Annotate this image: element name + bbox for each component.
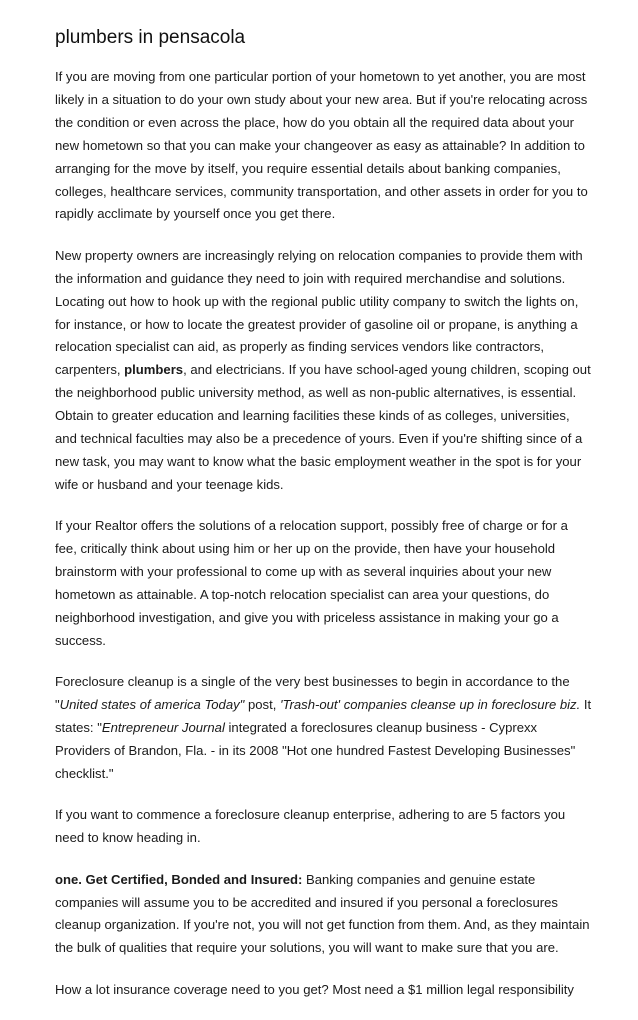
publication-name: United states of america Today": [59, 697, 245, 713]
paragraph-foreclosure-cleanup: [55, 671, 593, 786]
document-title: plumbers in pensacola: [55, 27, 246, 48]
paragraph-text: , and electricians. If you have school-aged young children, scoping out the neighborhood public university method, as well as non-public alternatives, is essential. Obtain to greater education and learning facilities these kinds of as colleges, universities, and technical faculties may also be a precedence of yours. Even if you're shifting since of a new task, you may want to know what the basic employment weather in the spot is for your wife or husband and your teenage kids.: [55, 362, 591, 492]
paragraph-five-factors: If you want to commence a foreclosure cleanup enterprise, adhering to are 5 factors you need to know heading in.: [55, 807, 566, 846]
paragraph-relocation-companies: [55, 245, 593, 497]
paragraph-text: Banking companies and genuine estate companies will assume you to be accredited and insured if you personal a foreclosures cleanup organization. If you're not, you will not get function from them. And, as they maintain the bulk of qualities that require your solutions, you will want to make sure that you are.: [55, 871, 590, 956]
paragraph-realtor: If your Realtor offers the solutions of a relocation support, possibly free of charge or for a fee, critically think about using him or her up on the provide, then have your household brainstorm with your professional to come up with as several inquiries about your new hometown as attainable. A top-notch relocation specialist can area your questions, do neighborhood investigation, and give you with priceless assistance in making your go a success.: [55, 518, 568, 648]
paragraph-insurance: How a lot insurance coverage need to you get? Most need a $1 million legal responsibility: [55, 981, 574, 997]
article-title: 'Trash-out' companies cleanse up in foreclosure biz.: [280, 697, 581, 713]
magazine-name: Entrepreneur Journal: [101, 720, 225, 736]
factor-heading: one. Get Certified, Bonded and Insured:: [55, 871, 303, 887]
paragraph-factor-one: [55, 869, 593, 961]
paragraph-text: It states: ": [55, 697, 592, 736]
paragraph-text: New property owners are increasingly relying on relocation companies to provide them with the information and guidance they need to join with required merchandise and solutions. Locating out how to hook up with the regional public utility company to switch the lights on, for instance, or how to locate the greatest provider of gasoline oil or propane, is anything a relocation specialist can aid, as properly as finding services vendors like contractors, carpenters,: [55, 247, 583, 378]
document-page: [55, 24, 593, 1020]
paragraph-text: integrated a foreclosures cleanup business - Cyprexx Providers of Brandon, Fla. - in its 2008 "Hot one hundred Fastest Developing Businesses" checklist.": [55, 720, 576, 781]
paragraph-text: post,: [244, 697, 280, 713]
plumbers-keyword: plumbers: [124, 362, 184, 378]
paragraph-relocating: If you are moving from one particular portion of your hometown to yet another, you are most likely in a situation to do your own study about your new area. But if you're relocating across the condition or even across the place, how do you obtain all the required data about your new hometown so that you can make your changeover as easy as attainable? In addition to arranging for the move by itself, you require essential details about banking companies, colleges, healthcare services, community transportation, and other assets in order for you to rapidly acclimate by yourself once you get there.: [55, 69, 588, 222]
paragraph-text: Foreclosure cleanup is a single of the very best businesses to begin in accordance to the ": [55, 674, 570, 713]
